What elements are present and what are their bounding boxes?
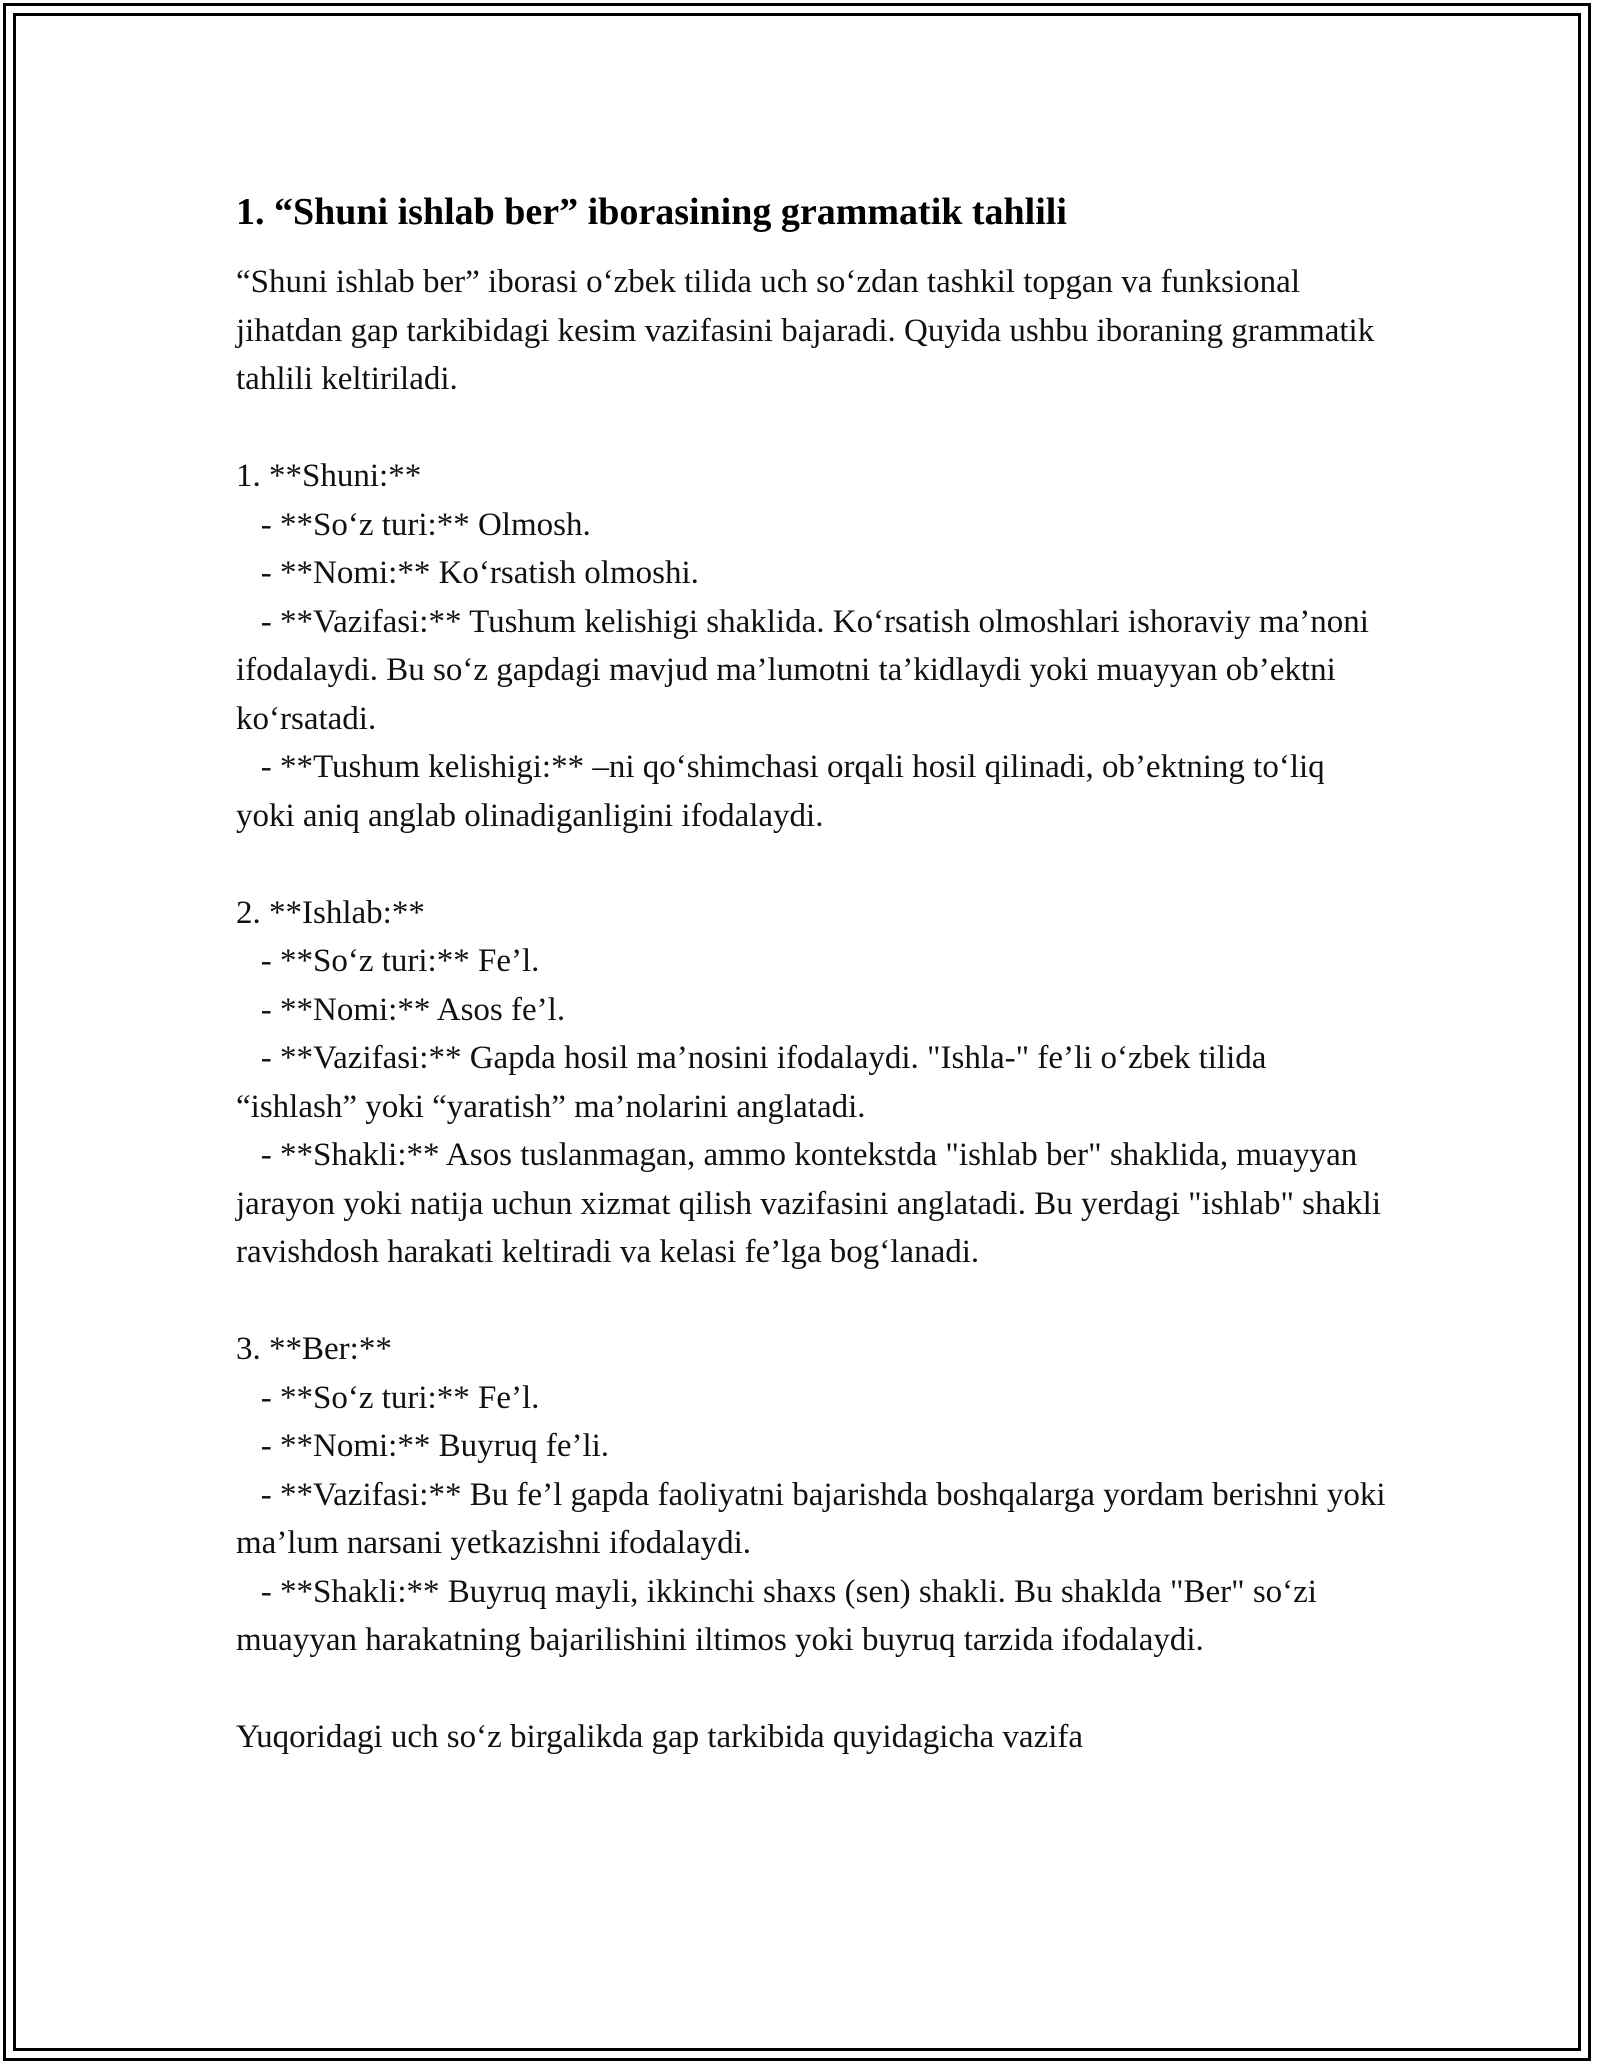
list-item: - **Vazifasi:** Gapda hosil ma’nosini ifodalaydi. "Ishla-" fe’li o‘zbek tilida “ishlash” yoki “yaratish” ma’nolarini anglatadi. xyxy=(236,1040,1275,1125)
list-item: - **So‘z turi:** Fe’l. xyxy=(236,1379,540,1416)
section-heading: 3. **Ber:** xyxy=(236,1331,392,1367)
list-item: - **Shakli:** Buyruq mayli, ikkinchi shaxs (sen) shakli. Bu shaklda "Ber" so‘zi muayyan harakatning bajarilishini iltimos yoki buyruq tarzida ifodalaydi. xyxy=(236,1573,1326,1658)
section-heading: 2. **Ishlab:** xyxy=(236,894,425,931)
spacer xyxy=(236,1277,1386,1326)
closing-paragraph: Yuqoridagi uch so‘z birgalikda gap tarkibida quyidagicha vazifa xyxy=(236,1719,1084,1755)
section-heading: 1. **Shuni:** xyxy=(236,458,422,494)
list-item: - **Tushum kelishigi:** –ni qo‘shimchasi orqali hosil qilinadi, ob’ektning to‘liq yoki aniq anglab olinadiganligini ifodalaydi. xyxy=(236,749,1333,834)
list-item: - **Vazifasi:** Tushum kelishigi shaklida. Ko‘rsatish olmoshlari ishoraviy ma’noni ifodalaydi. Bu so‘z gapdagi mavjud ma’lumotni ta’kidlaydi yoki muayyan ob’ektni ko‘rsatadi. xyxy=(236,603,1378,737)
list-item: - **Nomi:** Ko‘rsatish olmoshi. xyxy=(236,555,699,591)
list-item: - **Vazifasi:** Bu fe’l gapda faoliyatni bajarishda boshqalarga yordam berishni yoki ma’lum narsani yetkazishni ifodalaydi. xyxy=(236,1476,1394,1561)
spacer xyxy=(236,1665,1386,1714)
document-body xyxy=(236,186,1394,1762)
intro-paragraph: “Shuni ishlab ber” iborasi o‘zbek tilida uch so‘zdan tashkil topgan va funksional jihatdan gap tarkibidagi kesim vazifasini bajaradi. Quyida ushbu iboraning grammatik tahlili keltiriladi. xyxy=(236,264,1383,397)
spacer xyxy=(236,404,1386,453)
section-ishlab xyxy=(236,889,1390,1277)
list-item: - **Nomi:** Buyruq fe’li. xyxy=(236,1428,610,1464)
spacer xyxy=(236,840,1386,889)
document-title: 1. “Shuni ishlab ber” iborasining grammatik tahlili xyxy=(236,191,1067,233)
section-shuni xyxy=(236,452,1386,840)
list-item: - **So‘z turi:** Olmosh. xyxy=(236,506,591,543)
list-item: - **Nomi:** Asos fe’l. xyxy=(236,991,566,1028)
section-ber xyxy=(236,1325,1394,1665)
list-item: - **Shakli:** Asos tuslanmagan, ammo kontekstda "ishlab ber" shaklida, muayyan jarayon yoki natija uchun xizmat qilish vazifasini anglatadi. Bu yerdagi "ishlab" shakli ravishdosh harakati keltiradi va kelasi fe’lga bog‘lanadi. xyxy=(236,1137,1390,1270)
list-item: - **So‘z turi:** Fe’l. xyxy=(236,943,540,979)
